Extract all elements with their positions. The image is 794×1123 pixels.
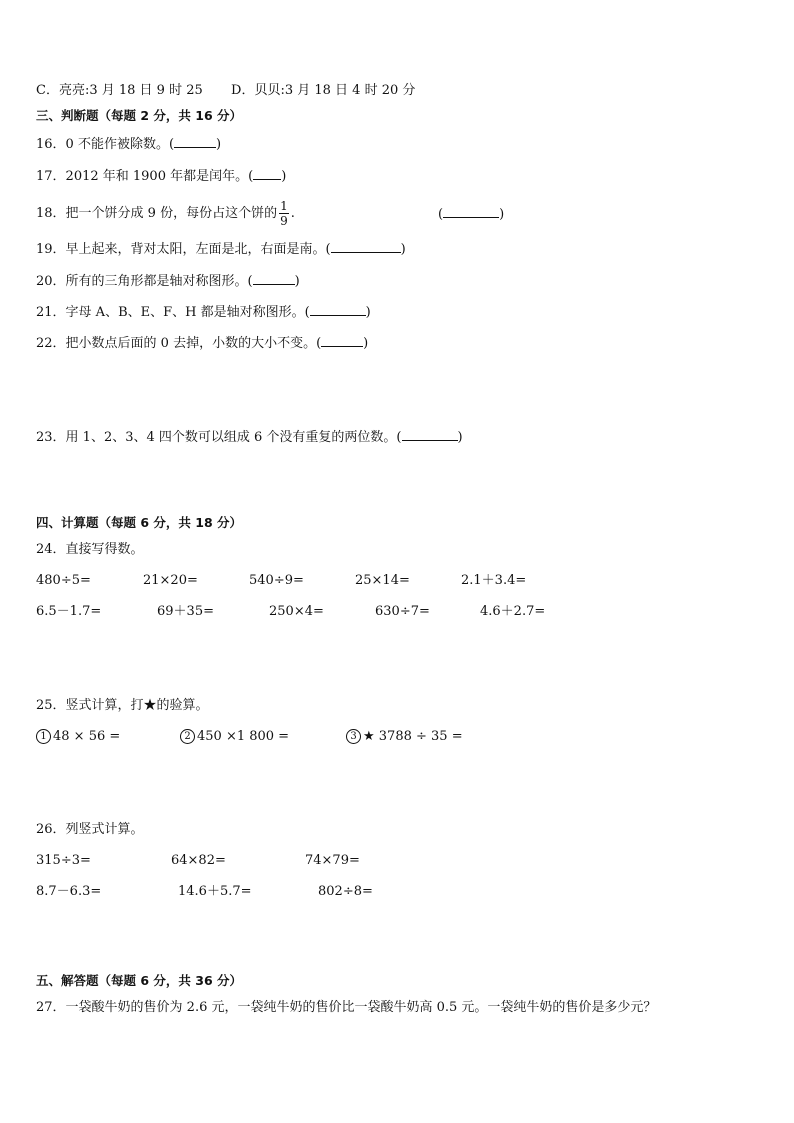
- question-20-text: 20．所有的三角形都是轴对称图形。(: [36, 274, 253, 289]
- mental-calc-item: 4.6＋2.7=: [480, 604, 546, 619]
- mental-calc-item: 480÷5=: [36, 573, 91, 588]
- vertical-calc-item-3: [346, 728, 463, 746]
- circled-number-icon: 3: [346, 729, 361, 744]
- question-27: 27．一袋酸牛奶的售价为 2.6 元，一袋纯牛奶的售价比一袋酸牛奶高 0.5 元。一袋纯牛奶的售价是多少元？: [36, 1000, 657, 1015]
- question-18-text: 18．把一个饼分成 9 份，每份占这个饼的: [36, 206, 278, 221]
- answer-blank-19[interactable]: [331, 239, 401, 253]
- question-17: [36, 166, 286, 186]
- question-18: [36, 199, 295, 228]
- column-calc-item: 8.7－6.3=: [36, 884, 102, 899]
- question-16-text: 16．0 不能作被除数。(: [36, 137, 175, 152]
- q15-option-d: D．贝贝:3 月 18 日 4 时 20 分: [231, 83, 416, 98]
- column-calc-item: 74×79=: [305, 853, 360, 868]
- question-18-answer: [438, 204, 504, 224]
- mental-calc-item: 2.1＋3.4=: [461, 573, 527, 588]
- question-16-close: ): [216, 137, 222, 152]
- circled-number-icon: 1: [36, 729, 51, 744]
- question-18-close: ): [499, 207, 505, 222]
- fraction-numerator: 1: [280, 199, 288, 213]
- question-19-close: ): [400, 242, 406, 257]
- question-19: [36, 239, 406, 259]
- mental-calc-item: 6.5－1.7=: [36, 604, 102, 619]
- vertical-calc-expr: 48 × 56 =: [53, 729, 121, 744]
- question-24-title: 24．直接写得数。: [36, 542, 144, 557]
- answer-blank-16[interactable]: [174, 134, 216, 148]
- vertical-calc-expr: ★ 3788 ÷ 35 =: [363, 729, 463, 744]
- question-21: [36, 302, 371, 322]
- answer-blank-23[interactable]: [402, 427, 458, 441]
- fraction-one-ninth: [279, 199, 289, 228]
- question-20-close: ): [294, 274, 300, 289]
- column-calc-item: 14.6＋5.7=: [178, 884, 252, 899]
- column-calc-item: 315÷3=: [36, 853, 91, 868]
- question-20: [36, 271, 300, 291]
- mental-calc-item: 25×14=: [355, 573, 410, 588]
- vertical-calc-expr: 450 ×1 800 =: [197, 729, 290, 744]
- question-18-open: (: [438, 207, 444, 222]
- q15-option-c: C．亮亮:3 月 18 日 9 时 25: [36, 83, 203, 98]
- q15-options: [36, 82, 415, 100]
- question-22-text: 22．把小数点后面的 0 去掉，小数的大小不变。(: [36, 336, 322, 351]
- question-18-tail: .: [290, 206, 295, 221]
- answer-blank-21[interactable]: [310, 302, 366, 316]
- answer-blank-20[interactable]: [253, 271, 295, 285]
- question-22: [36, 333, 368, 353]
- question-25-title: 25．竖式计算，打★的验算。: [36, 698, 209, 713]
- question-17-text: 17．2012 年和 1900 年都是闰年。(: [36, 169, 254, 184]
- question-26-title: 26．列竖式计算。: [36, 822, 144, 837]
- question-23-text: 23．用 1、2、3、4 四个数可以组成 6 个没有重复的两位数。(: [36, 430, 402, 445]
- question-17-close: ): [281, 169, 287, 184]
- fraction-denominator: 9: [280, 214, 288, 228]
- answer-blank-22[interactable]: [321, 333, 363, 347]
- question-19-text: 19．早上起来，背对太阳，左面是北，右面是南。(: [36, 242, 331, 257]
- mental-calc-item: 21×20=: [143, 573, 198, 588]
- mental-calc-item: 69＋35=: [157, 604, 214, 619]
- vertical-calc-item-2: [180, 728, 289, 746]
- mental-calc-item: 540÷9=: [249, 573, 304, 588]
- section-5-title: 五、解答题（每题 6 分，共 36 分）: [36, 973, 243, 988]
- question-21-text: 21．字母 A、B、E、F、H 都是轴对称图形。(: [36, 305, 310, 320]
- question-21-close: ): [365, 305, 371, 320]
- question-23-close: ): [457, 430, 463, 445]
- section-3-title: 三、判断题（每题 2 分，共 16 分）: [36, 108, 243, 123]
- question-23: [36, 427, 463, 447]
- column-calc-item: 802÷8=: [318, 884, 373, 899]
- section-4-title: 四、计算题（每题 6 分，共 18 分）: [36, 515, 243, 530]
- circled-number-icon: 2: [180, 729, 195, 744]
- mental-calc-item: 630÷7=: [375, 604, 430, 619]
- answer-blank-17[interactable]: [253, 166, 281, 180]
- column-calc-item: 64×82=: [171, 853, 226, 868]
- question-22-close: ): [363, 336, 369, 351]
- mental-calc-item: 250×4=: [269, 604, 324, 619]
- question-16: [36, 134, 221, 154]
- vertical-calc-item-1: [36, 728, 120, 746]
- answer-blank-18[interactable]: [443, 204, 499, 218]
